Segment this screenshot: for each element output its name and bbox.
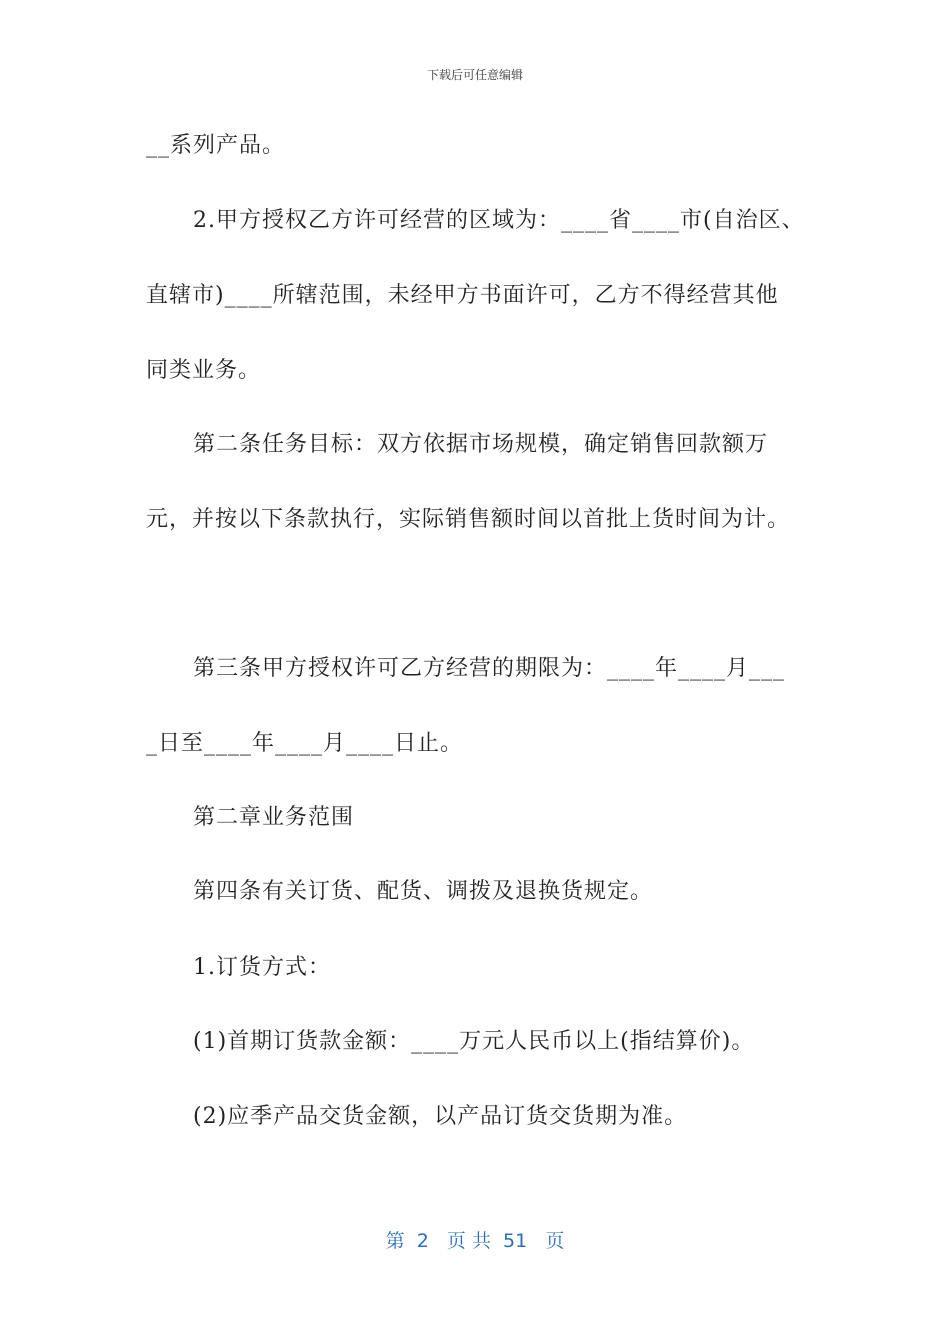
page-footer: 第 2 页 共 51 页 xyxy=(385,1230,565,1252)
paragraph-line: (1)首期订货款金额：____万元人民币以上(指结算价)。 xyxy=(193,1029,755,1054)
paragraph-line: 第二条任务目标：双方依据市场规模，确定销售回款额万 xyxy=(193,432,769,457)
paragraph-line: (2)应季产品交货金额，以产品订货交货期为准。 xyxy=(193,1104,688,1129)
paragraph-line: _日至____年____月____日止。 xyxy=(146,731,464,756)
paragraph-line: 2.甲方授权乙方许可经营的区域为：____省____市(自治区、 xyxy=(193,208,805,233)
paragraph-line: 1.订货方式： xyxy=(193,955,331,980)
paragraph-line: 同类业务。 xyxy=(146,358,262,383)
paragraph-line: 第四条有关订货、配货、调拨及退换货规定。 xyxy=(193,879,654,904)
chapter-heading: 第二章业务范围 xyxy=(193,805,355,830)
paragraph-line: __系列产品。 xyxy=(146,133,286,158)
paragraph-line: 第三条甲方授权许可乙方经营的期限为：____年____月___ xyxy=(193,656,786,681)
paragraph-line: 直辖市)____所辖范围，未经甲方书面许可，乙方不得经营其他 xyxy=(146,283,779,308)
paragraph-line: 元，并按以下条款执行，实际销售额时间以首批上货时间为计。 xyxy=(146,507,791,532)
page-header: 下载后可任意编辑 xyxy=(426,68,523,82)
